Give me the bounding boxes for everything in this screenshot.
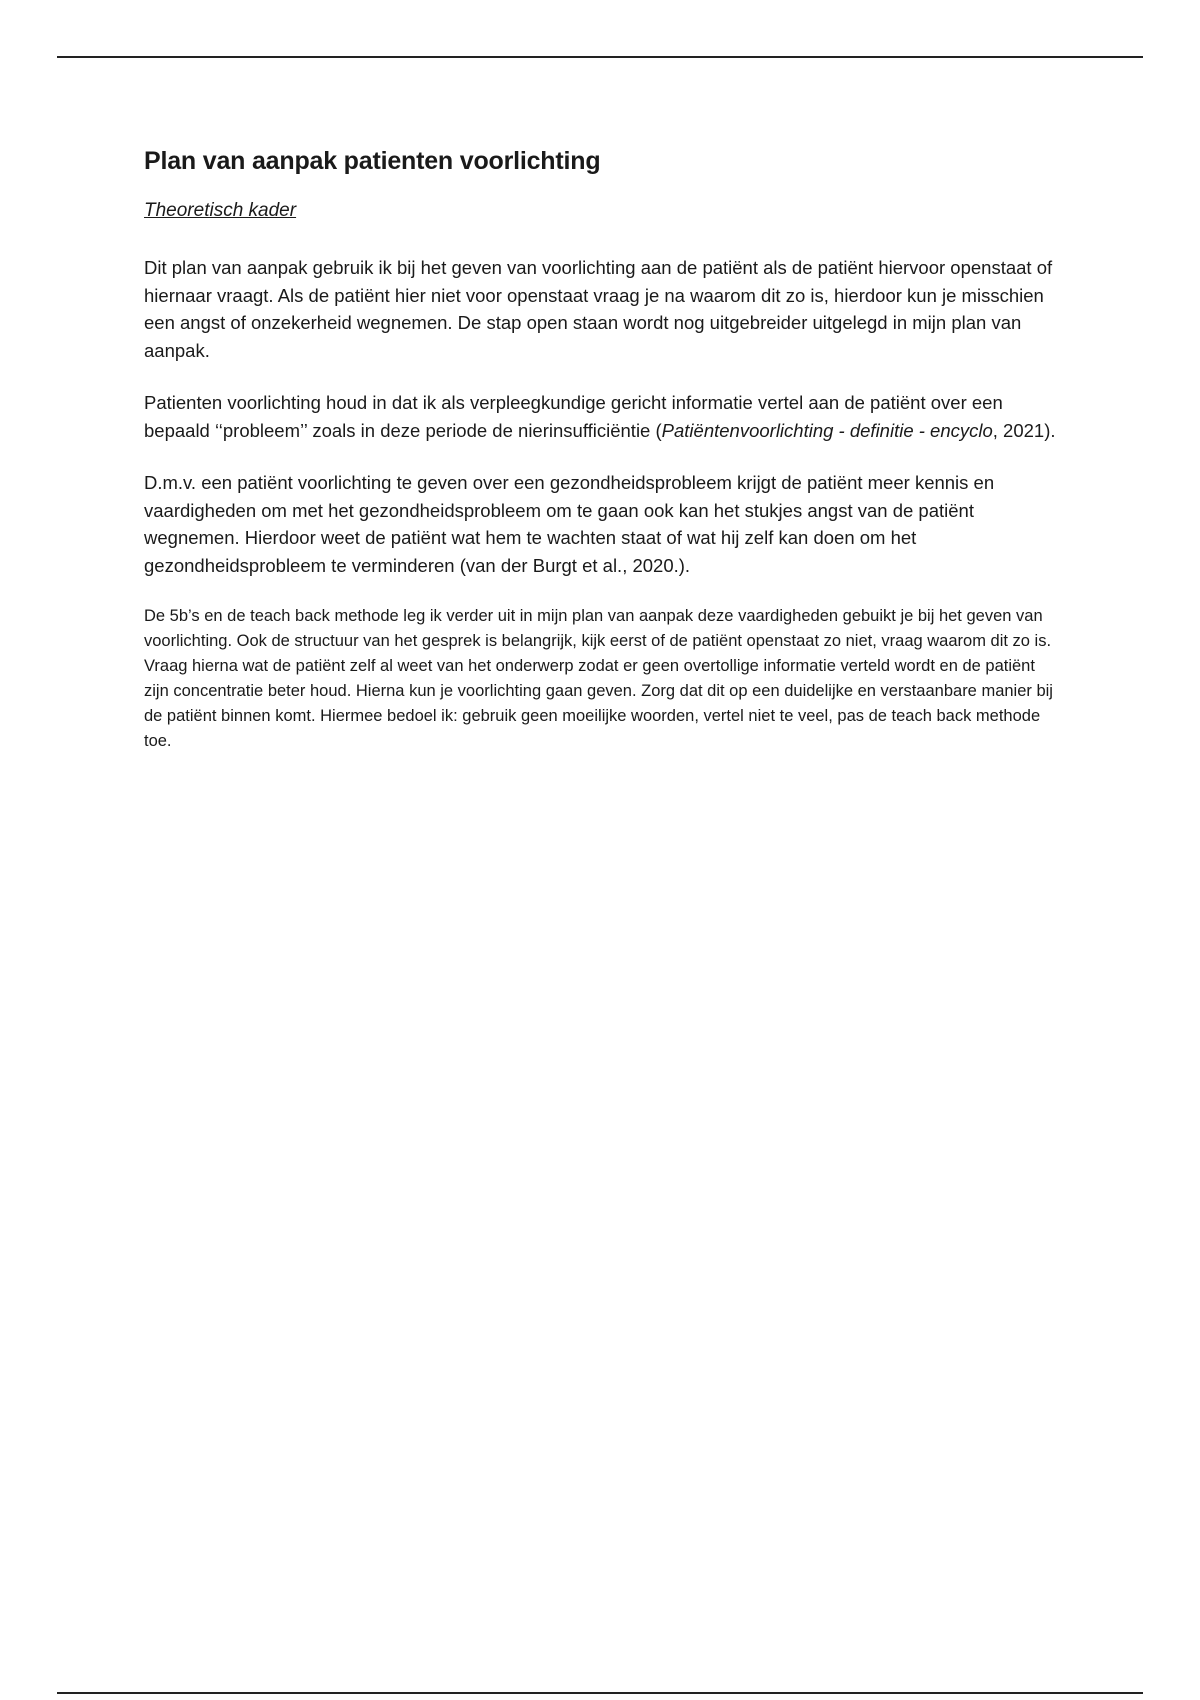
paragraph-benefits: D.m.v. een patiënt voorlichting te geven over een gezondheidsprobleem krijgt de patiënt meer kennis en vaardigheden om met het gezondheidsprobleem om te gaan ook kan het stukjes angst van de patiënt wegnemen. Hierdoor weet de patiënt wat hem te wachten staat of wat hij zelf kan doen om het gezondheidsprobleem te verminderen (van der Burgt et al., 2020.). [144, 472, 995, 576]
paragraph-definition-end: , 2021). [992, 419, 1056, 441]
footer-rule [57, 1692, 1143, 1694]
paragraph-definition [144, 389, 1064, 444]
section-subtitle: Theoretisch kader [144, 200, 297, 221]
paragraph-intro: Dit plan van aanpak gebruik ik bij het geven van voorlichting aan de patiënt als de patiënt hiervoor openstaat of hiernaar vraagt. Als de patiënt hier niet voor openstaat vraag je na waarom dit zo is, hierdoor kun je misschien een angst of onzekerheid wegnemen. De stap open staan wordt nog uitgebreider uitgelegd in mijn plan van aanpak. [144, 257, 1053, 361]
citation-italic: Patiëntenvoorlichting - definitie - encyclo [661, 419, 993, 441]
document-body [144, 144, 1064, 779]
paragraph-method: De 5b’s en de teach back methode leg ik verder uit in mijn plan van aanpak deze vaardigheden gebuikt je bij het geven van voorlichting. Ook de structuur van het gesprek is belangrijk, kijk eerst of de patiënt openstaat zo niet, vraag waarom dit zo is. Vraag hierna wat de patiënt zelf al weet van het onderwerp zodat er geen overtollige informatie verteld wordt en de patiënt zijn concentratie beter houd. Hierna kun je voorlichting gaan geven. Zorg dat dit op een duidelijke en verstaanbare manier bij de patiënt binnen komt. Hiermee bedoel ik: gebruik geen moeilijke woorden, vertel niet te veel, pas de teach back methode toe. [144, 607, 1053, 750]
paragraph-definition-text: Patienten voorlichting houd in dat ik als verpleegkundige gericht informatie vertel aan de patiënt over een bepaald ‘‘probleem’’ zoals in deze periode de nierinsufficiëntie ( [144, 392, 1003, 441]
document-title: Plan van aanpak patienten voorlichting [144, 147, 601, 175]
header-rule [57, 56, 1143, 58]
